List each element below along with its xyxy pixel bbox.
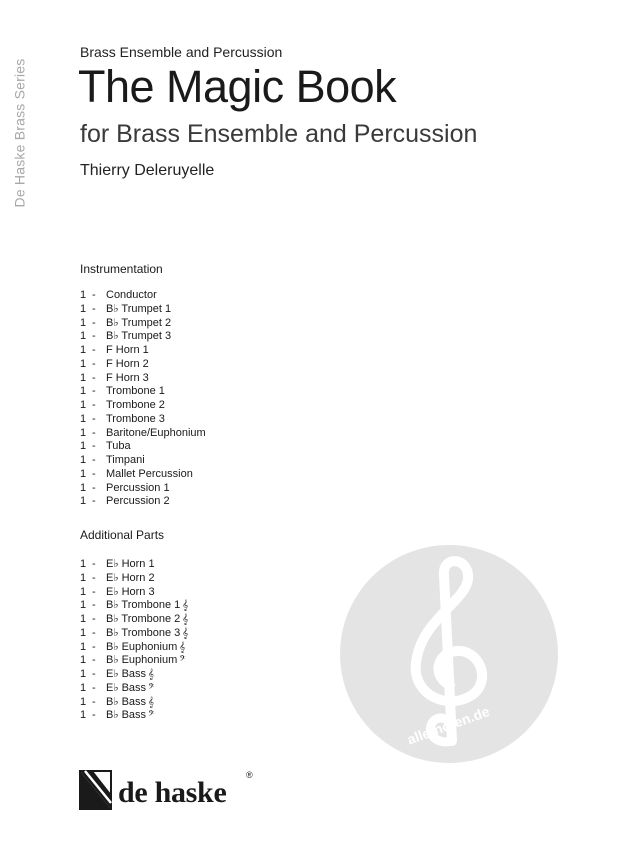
watermark-text: alle-noten.de bbox=[404, 703, 492, 748]
part-quantity: 1 bbox=[80, 330, 87, 343]
part-quantity: 1 bbox=[80, 571, 87, 584]
part-quantity: 1 bbox=[80, 599, 87, 612]
part-name: Trombone 1 bbox=[106, 385, 165, 398]
part-quantity: 1 bbox=[80, 668, 87, 680]
part-quantity: 1 bbox=[80, 440, 87, 453]
part-dash: - bbox=[92, 330, 96, 343]
part-name: E♭ Horn 2 bbox=[106, 571, 155, 584]
part-dash: - bbox=[92, 412, 96, 425]
part-quantity: 1 bbox=[80, 626, 87, 639]
part-quantity: 1 bbox=[80, 585, 87, 598]
part-quantity: 1 bbox=[80, 654, 87, 667]
part-name: Percussion 1 bbox=[106, 481, 170, 494]
publisher-logo bbox=[79, 770, 226, 810]
part-quantity: 1 bbox=[80, 316, 87, 329]
part-dash: - bbox=[92, 454, 96, 466]
registered-mark: ® bbox=[246, 770, 253, 780]
part-quantity: 1 bbox=[80, 344, 87, 356]
list-item bbox=[80, 668, 188, 682]
part-dash: - bbox=[92, 426, 96, 439]
part-dash: - bbox=[92, 585, 96, 598]
series-label bbox=[4, 40, 34, 225]
part-quantity: 1 bbox=[80, 467, 87, 480]
part-dash: - bbox=[92, 399, 96, 411]
part-quantity: 1 bbox=[80, 709, 87, 722]
list-item bbox=[80, 468, 206, 482]
instrumentation-heading: Instrumentation bbox=[80, 262, 163, 276]
part-quantity: 1 bbox=[80, 412, 87, 425]
part-name: B♭ Bass bbox=[106, 709, 147, 722]
part-dash: - bbox=[92, 709, 96, 722]
part-name: F Horn 1 bbox=[106, 344, 149, 356]
part-quantity: 1 bbox=[80, 681, 87, 694]
part-dash: - bbox=[92, 571, 96, 584]
part-quantity: 1 bbox=[80, 426, 87, 439]
part-dash: - bbox=[92, 302, 96, 315]
part-dash: - bbox=[92, 613, 96, 625]
part-dash: - bbox=[92, 640, 96, 653]
part-name: Trombone 2 bbox=[106, 399, 165, 411]
category-label: Brass Ensemble and Percussion bbox=[80, 44, 283, 60]
part-dash: - bbox=[92, 371, 96, 384]
list-item bbox=[80, 495, 206, 509]
part-name: F Horn 2 bbox=[106, 357, 149, 370]
part-quantity: 1 bbox=[80, 558, 87, 570]
part-quantity: 1 bbox=[80, 495, 87, 508]
part-dash: - bbox=[92, 385, 96, 398]
list-item bbox=[80, 586, 188, 600]
part-name: B♭ Trumpet 3 bbox=[106, 330, 172, 343]
part-name: Mallet Percussion bbox=[106, 467, 193, 480]
bass-clef-icon: 𝄢 bbox=[148, 682, 155, 694]
part-quantity: 1 bbox=[80, 302, 87, 315]
part-quantity: 1 bbox=[80, 481, 87, 494]
part-dash: - bbox=[92, 654, 96, 667]
part-quantity: 1 bbox=[80, 357, 87, 370]
part-name: B♭ Trombone 2 bbox=[106, 613, 181, 625]
part-name: E♭ Bass bbox=[106, 668, 147, 680]
list-item bbox=[80, 654, 188, 668]
part-name: F Horn 3 bbox=[106, 371, 149, 384]
part-name: Conductor bbox=[106, 289, 157, 301]
part-dash: - bbox=[92, 681, 96, 694]
list-item bbox=[80, 558, 188, 572]
list-item bbox=[80, 682, 188, 696]
list-item bbox=[80, 709, 188, 723]
list-item bbox=[80, 289, 206, 303]
page-title: The Magic Book bbox=[78, 61, 397, 112]
list-item bbox=[80, 317, 206, 331]
part-name: Trombone 3 bbox=[106, 412, 165, 425]
part-dash: - bbox=[92, 495, 96, 508]
part-dash: - bbox=[92, 357, 96, 370]
list-item bbox=[80, 613, 188, 627]
list-item bbox=[80, 454, 206, 468]
part-quantity: 1 bbox=[80, 454, 87, 466]
series-text: De Haske Brass Series bbox=[11, 58, 28, 207]
part-name: E♭ Horn 3 bbox=[106, 585, 155, 598]
list-item bbox=[80, 696, 188, 710]
part-quantity: 1 bbox=[80, 695, 87, 708]
list-item bbox=[80, 427, 206, 441]
part-name: B♭ Trumpet 1 bbox=[106, 302, 172, 315]
list-item bbox=[80, 399, 206, 413]
list-item bbox=[80, 627, 188, 641]
part-name: E♭ Horn 1 bbox=[106, 558, 155, 570]
list-item bbox=[80, 344, 206, 358]
part-dash: - bbox=[92, 599, 96, 612]
part-name: B♭ Trombone 1 bbox=[106, 599, 181, 612]
part-dash: - bbox=[92, 440, 96, 453]
part-name: Tuba bbox=[106, 440, 131, 453]
part-name: B♭ Euphonium bbox=[106, 640, 178, 653]
bass-clef-icon: 𝄢 bbox=[148, 710, 155, 722]
treble-clef-icon: 𝄞 bbox=[182, 627, 189, 639]
list-item bbox=[80, 440, 206, 454]
instrumentation-subtitle: for Brass Ensemble and Percussion bbox=[80, 120, 478, 148]
part-name: B♭ Euphonium bbox=[106, 654, 178, 667]
additional-parts-heading: Additional Parts bbox=[80, 528, 165, 542]
part-dash: - bbox=[92, 289, 96, 301]
part-name: Timpani bbox=[106, 454, 145, 466]
list-item bbox=[80, 372, 206, 386]
bass-clef-icon: 𝄢 bbox=[179, 655, 186, 667]
treble-clef-icon: 𝄞 bbox=[179, 641, 186, 653]
part-name: B♭ Bass bbox=[106, 695, 147, 708]
part-dash: - bbox=[92, 467, 96, 480]
part-quantity: 1 bbox=[80, 289, 87, 301]
part-dash: - bbox=[92, 344, 96, 356]
part-quantity: 1 bbox=[80, 640, 87, 653]
logo-mark-icon bbox=[79, 770, 112, 810]
instrumentation-list bbox=[80, 289, 206, 509]
list-item bbox=[80, 413, 206, 427]
list-item bbox=[80, 572, 188, 586]
treble-clef-icon: 𝄞 bbox=[182, 600, 189, 612]
part-name: B♭ Trombone 3 bbox=[106, 626, 181, 639]
list-item bbox=[80, 303, 206, 317]
part-dash: - bbox=[92, 316, 96, 329]
watermark bbox=[340, 545, 558, 763]
part-name: B♭ Trumpet 2 bbox=[106, 316, 172, 329]
treble-clef-icon: 𝄞 bbox=[182, 614, 189, 625]
list-item bbox=[80, 599, 188, 613]
publisher-name: de haske bbox=[118, 776, 227, 809]
treble-clef-icon: 𝄞 bbox=[148, 696, 154, 708]
list-item bbox=[80, 330, 206, 344]
treble-clef-icon: 𝄞 bbox=[148, 669, 154, 680]
part-quantity: 1 bbox=[80, 399, 87, 411]
list-item bbox=[80, 385, 206, 399]
list-item bbox=[80, 641, 188, 655]
list-item bbox=[80, 358, 206, 372]
part-quantity: 1 bbox=[80, 613, 87, 625]
part-dash: - bbox=[92, 558, 96, 570]
composer-name: Thierry Deleruyelle bbox=[80, 162, 215, 179]
part-dash: - bbox=[92, 695, 96, 708]
part-name: E♭ Bass bbox=[106, 681, 147, 694]
part-name: Baritone/Euphonium bbox=[106, 426, 206, 439]
part-name: Percussion 2 bbox=[106, 495, 170, 508]
part-dash: - bbox=[92, 481, 96, 494]
list-item bbox=[80, 482, 206, 496]
part-dash: - bbox=[92, 668, 96, 680]
part-quantity: 1 bbox=[80, 385, 87, 398]
part-dash: - bbox=[92, 626, 96, 639]
additional-parts-list bbox=[80, 558, 188, 723]
part-quantity: 1 bbox=[80, 371, 87, 384]
